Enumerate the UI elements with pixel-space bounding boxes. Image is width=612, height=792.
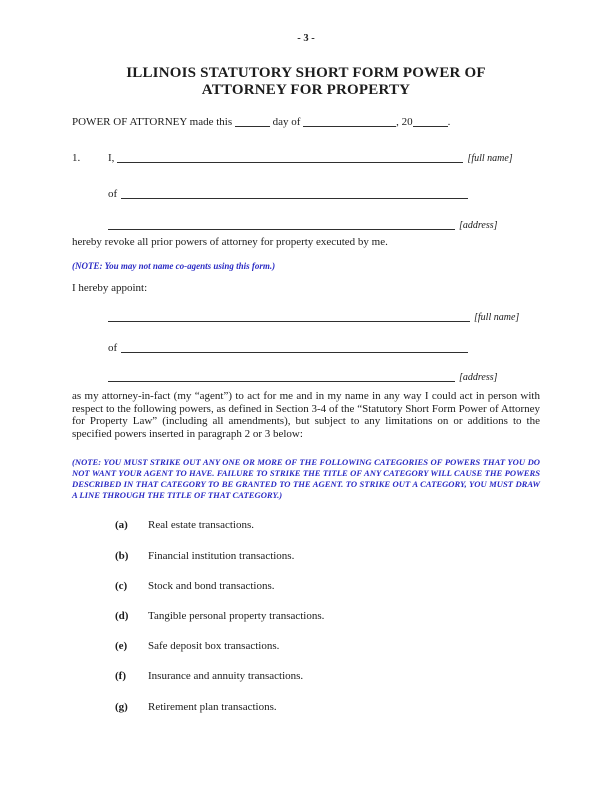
co-agent-note: (NOTE: You may not name co-agents using this form.) bbox=[72, 261, 276, 271]
agent-name-row bbox=[108, 310, 540, 324]
list-item-financial-institution bbox=[115, 550, 540, 563]
principal-address-line1-blank bbox=[121, 187, 468, 199]
agent-of-row bbox=[108, 341, 540, 355]
powers-paragraph: as my attorney-in-fact (my “agent”) to act for me and in my name in any way I could act in person with respect to the following powers, as defined in Section 3-4 of the “Statutory Short Form Power of Attorney for Property Law” (including all amendments), but subject to any limitations on or additions to the specified powers inserted in paragraph 2 or 3 below: bbox=[72, 390, 540, 440]
document-title-line1: ILLINOIS STATUTORY SHORT FORM POWER OF bbox=[126, 65, 486, 81]
list-item-text: Tangible personal property transactions. bbox=[148, 609, 325, 622]
document-title-line2: ATTORNEY FOR PROPERTY bbox=[201, 81, 411, 98]
list-item-text: Insurance and annuity transactions. bbox=[148, 670, 304, 683]
list-item-stock-bond bbox=[115, 580, 540, 593]
year-blank bbox=[413, 115, 448, 127]
date-line-year-prefix: , 20 bbox=[396, 116, 413, 128]
page-number: - 3 - bbox=[297, 33, 315, 44]
list-item-text: Stock and bond transactions. bbox=[148, 579, 275, 592]
list-item-text: Retirement plan transactions. bbox=[148, 700, 277, 713]
date-line bbox=[72, 115, 540, 129]
list-item-tangible-property bbox=[115, 610, 540, 623]
list-item-text: Safe deposit box transactions. bbox=[148, 640, 280, 653]
list-item-letter: (d) bbox=[115, 609, 129, 622]
appoint-statement: I hereby appoint: bbox=[72, 282, 148, 294]
agent-address-label: [address] bbox=[459, 372, 498, 383]
list-item-letter: (a) bbox=[115, 519, 128, 532]
section-number: 1. bbox=[72, 152, 81, 164]
agent-name-blank bbox=[108, 310, 470, 322]
principal-of-label: of bbox=[108, 188, 118, 200]
date-line-prefix: POWER OF ATTORNEY made this bbox=[72, 116, 233, 128]
principal-name-blank bbox=[117, 151, 463, 163]
agent-of-label: of bbox=[108, 342, 118, 354]
list-item-letter: (b) bbox=[115, 549, 129, 562]
strike-out-note: (NOTE: YOU MUST STRIKE OUT ANY ONE OR MORE OF THE FOLLOWING CATEGORIES OF POWERS THAT YOU DO NOT WANT YOUR AGENT TO HAVE. FAILURE TO STRIKE THE TITLE OF ANY CATEGORY WILL CAUSE THE POWERS DESCRIBED IN THAT CATEGORY TO BE GRANTED TO THE AGENT. TO STRIKE OUT A CATEGORY, YOU MUST DRAW A LINE THROUGH THE TITLE OF THAT CATEGORY.) bbox=[72, 457, 540, 501]
agent-address-line2-blank bbox=[108, 370, 455, 382]
principal-address-line2-blank bbox=[108, 218, 455, 230]
list-item-letter: (f) bbox=[115, 670, 126, 683]
month-blank bbox=[303, 115, 396, 127]
powers-category-list bbox=[72, 519, 540, 713]
date-line-period: . bbox=[447, 116, 451, 128]
list-item-letter: (g) bbox=[115, 700, 128, 713]
document-title bbox=[72, 65, 540, 98]
list-item-text: Real estate transactions. bbox=[148, 519, 254, 532]
principal-address-row bbox=[108, 218, 540, 232]
revoke-statement: hereby revoke all prior powers of attorney for property executed by me. bbox=[72, 236, 388, 248]
list-item-real-estate bbox=[115, 519, 540, 532]
agent-full-name-label: [full name] bbox=[474, 312, 520, 323]
agent-address-row bbox=[108, 370, 540, 384]
principal-i-prefix: I, bbox=[108, 152, 115, 164]
list-item-retirement-plan bbox=[115, 701, 540, 714]
list-item-letter: (c) bbox=[115, 579, 128, 592]
principal-full-name-label: [full name] bbox=[467, 153, 513, 164]
principal-name-row bbox=[72, 151, 540, 165]
principal-address-label: [address] bbox=[459, 220, 498, 231]
day-blank bbox=[235, 115, 270, 127]
agent-address-line1-blank bbox=[121, 341, 468, 353]
list-item-letter: (e) bbox=[115, 640, 128, 653]
date-line-day-of: day of bbox=[272, 116, 301, 128]
principal-of-row bbox=[108, 187, 540, 201]
list-item-safe-deposit bbox=[115, 640, 540, 653]
list-item-text: Financial institution transactions. bbox=[148, 549, 295, 562]
list-item-insurance-annuity bbox=[115, 670, 540, 683]
